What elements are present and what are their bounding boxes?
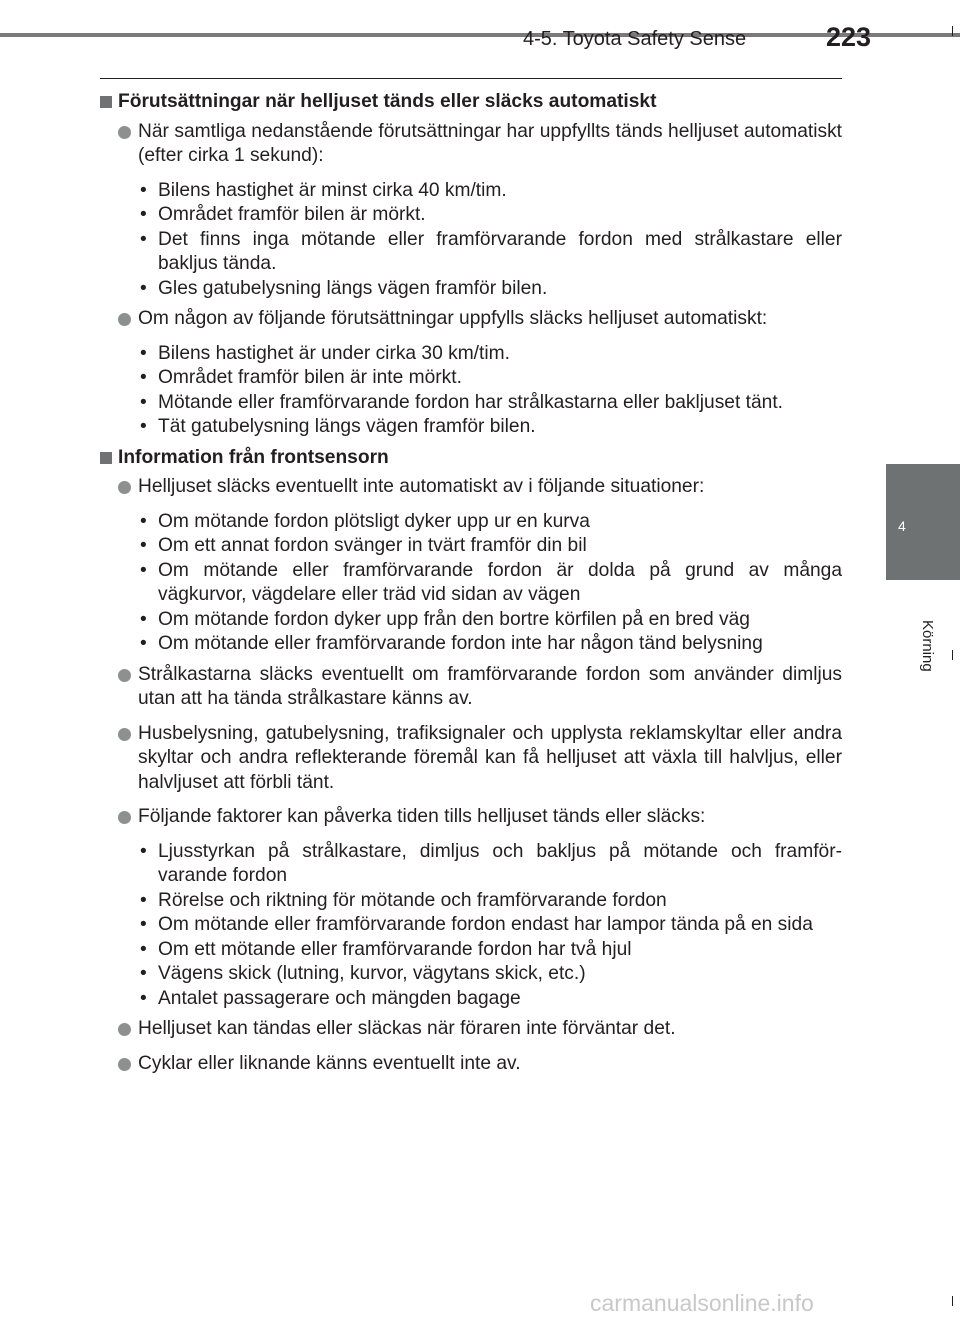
circle-bullet-icon (118, 126, 131, 139)
circle-bullet-icon (118, 728, 131, 741)
section-heading (100, 446, 842, 471)
paragraph-text: Följande faktorer kan påverka tiden tills helljuset tänds eller släcks: (138, 806, 706, 827)
crop-mark (952, 650, 953, 660)
paragraph (100, 307, 842, 332)
circle-bullet-icon (118, 811, 131, 824)
list-item: • Vägens skick (lutning, kurvor, vägytans skick, etc.) (140, 962, 842, 987)
paragraph (100, 663, 842, 712)
circle-bullet-icon (118, 669, 131, 682)
paragraph-text: Helljuset släcks eventuellt inte automatiskt av i följande situationer: (138, 476, 705, 497)
chapter-title: Körning (919, 620, 936, 672)
square-bullet-icon (100, 96, 112, 108)
list-item: • Antalet passagerare och mängden bagage (140, 987, 842, 1012)
paragraph (100, 475, 842, 500)
circle-bullet-icon (118, 313, 131, 326)
list-item: • Mötande eller framförvarande fordon har strålkastarna eller bakljuset tänt. (140, 391, 842, 416)
paragraph-text: Husbelysning, gatubelysning, trafiksignaler och upplysta reklamskyltar eller andra skyltar och andra reflekterande föremål kan få helljuset att växla till halvljus, eller halvljuset att förbli tänt. (138, 722, 842, 793)
list-item: • Bilens hastighet är minst cirka 40 km/tim. (140, 179, 842, 204)
list-item: • Om mötande fordon plötsligt dyker upp ur en kurva (140, 510, 842, 535)
list-item: • Om ett annat fordon svänger in tvärt framför din bil (140, 534, 842, 559)
section-title: 4-5. Toyota Safety Sense (523, 28, 747, 50)
content-rule (100, 78, 842, 79)
square-bullet-icon (100, 452, 112, 464)
page-body (100, 90, 842, 1082)
paragraph-text: Strålkastarna släcks eventuellt om framförvarande fordon som använder dimljus utan att ha tända strålkastare känns av. (138, 663, 842, 709)
crop-mark (952, 1296, 953, 1306)
section-heading-text: Information från frontsensorn (118, 446, 389, 468)
bullet-list (100, 342, 842, 440)
crop-mark (952, 26, 953, 36)
section-heading-text: Förutsättningar när helljuset tänds eller släcks automatiskt (118, 91, 657, 112)
bullet-list (100, 510, 842, 657)
list-item: • Om mötande fordon dyker upp från den bortre körfilen på en bred väg (140, 608, 842, 633)
list-item: • Om mötande eller framförvarande fordon inte har någon tänd belysning (140, 632, 842, 657)
paragraph (100, 1052, 842, 1077)
list-item: • Bilens hastighet är under cirka 30 km/tim. (140, 342, 842, 367)
circle-bullet-icon (118, 481, 131, 494)
bullet-list (100, 179, 842, 302)
header-rule (0, 33, 960, 37)
paragraph (100, 120, 842, 169)
list-item: • Området framför bilen är mörkt. (140, 203, 842, 228)
list-item: • Gles gatubelysning längs vägen framför bilen. (140, 277, 842, 302)
list-item: • Området framför bilen är inte mörkt. (140, 366, 842, 391)
paragraph (100, 722, 842, 796)
list-item: • Om mötande eller framförvarande fordon är dolda på grund av många vägkurvor, vägdelare eller träd vid sidan av vägen (140, 559, 842, 608)
watermark: carmanualsonline.info (590, 1290, 814, 1316)
paragraph-text: Cyklar eller liknande känns eventuellt inte av. (138, 1052, 521, 1074)
list-item: • Om mötande eller framförvarande fordon endast har lampor tända på en sida (140, 913, 842, 938)
list-item: • Rörelse och riktning för mötande och framförvarande fordon (140, 889, 842, 914)
paragraph (100, 1017, 842, 1042)
list-item: • Om ett mötande eller framförvarande fordon har två hjul (140, 938, 842, 963)
paragraph-text: Helljuset kan tändas eller släckas när föraren inte förväntar det. (138, 1018, 676, 1039)
list-item: • Det finns inga mötande eller framförvarande fordon med strålkastare eller bakljus tända. (140, 228, 842, 277)
list-item: • Ljusstyrkan på strålkastare, dimljus och bakljus på mötande och framför-varande fordon (140, 840, 842, 889)
circle-bullet-icon (118, 1058, 131, 1071)
bullet-list (100, 840, 842, 1012)
section-heading (100, 90, 842, 115)
page-header (0, 0, 960, 68)
circle-bullet-icon (118, 1023, 131, 1036)
paragraph (100, 805, 842, 830)
page-number: 223 (826, 22, 872, 52)
list-item: • Tät gatubelysning längs vägen framför bilen. (140, 415, 842, 440)
paragraph-text: Om någon av följande förutsättningar uppfylls släcks helljuset automatiskt: (138, 308, 768, 329)
paragraph-text: När samtliga nedanstående förutsättningar har uppfyllts tänds helljuset automatiskt (efter cirka 1 sekund): (138, 120, 842, 166)
chapter-number: 4 (898, 518, 906, 534)
